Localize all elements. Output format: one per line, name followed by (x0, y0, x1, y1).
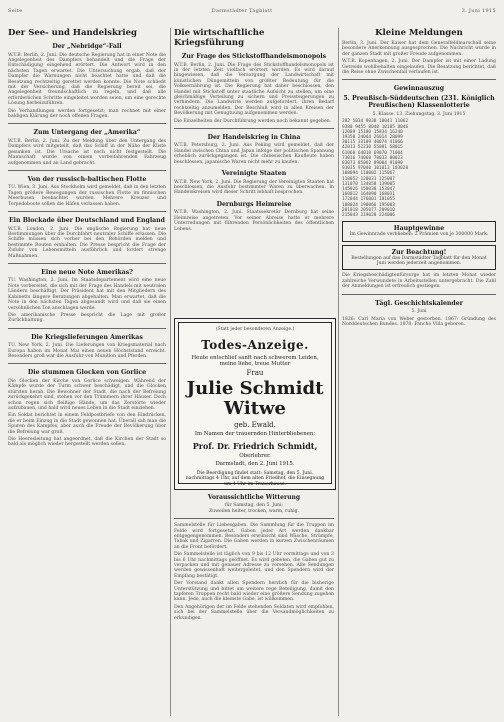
article-body: W.T.B. Berlin, 2. Juni. Die deutsche Regierung hat in einer Note die Angelegenheit des Dampfers behandelt und die Frage der Entschädigung eingehend erörtert. Die Antwort wird in den nächsten Tagen erwartet. Die Untersuchung ergab, daß der Dampfer die Warnungen nicht beachtet hatte und daß die Besatzung rechtzeitig gerettet werden konnte. Die Note schließt mit der Versicherung, daß die Regierung bereit sei, die Angelegenheit freundschaftlich zu regeln, und daß alle erforderlichen Schritte eingeleitet worden seien, um eine gerechte Lösung herbeizuführen. (8, 52, 166, 107)
lottery-row: 282 5034 9038 10041 11062 (342, 119, 409, 125)
lottery-row: 118052 120031 125007 (342, 176, 395, 182)
lottery-draw: 5. Klasse. 13. Ziehungstag. 3. Juni 1915 (372, 111, 466, 117)
lottery-row: 30115 33109 40074 41066 (342, 140, 403, 146)
notice-box-text: Bestellungen auf das Darmstädter Tagblatt für den Monat Juni werden jederzeit angenommen. (351, 255, 487, 267)
article-body: W.T.B. Berlin, 2. Juni. Zu der Meldung über den Untergang des Dampfers wird mitgeteilt, daß das Schiff in der Nähe der Küste gesunken ist. Die Ursache ist noch nicht festgestellt. Die Mannschaft wurde von einem vorbeifahrenden Fahrzeug aufgenommen und an Land gebracht. (8, 138, 166, 166)
article-body: Die Einzelheiten der Durchführung werden noch bekannt gegeben. (174, 118, 332, 124)
prize-box-text: Im Gewinnrade verblieben: 2 Prämien von je 300000 Mark. (349, 232, 489, 238)
lottery-row: 12089 15180 15834 16240 (342, 129, 403, 135)
article-body: TU. Washington, 2. Juni. Im Staatsdepartement wird eine neue Note vorbereitet, die sich mit der Frage des Handels mit neutralen Ländern beschäftigt. Der Präsident hat mit den Mitgliedern des Kabinetts längere Beratungen abgehalten. Man erwartet, daß die Note in den nächsten Tagen abgesandt wird und daß sie einen versöhnlichen Ton anschlagen werde. (8, 278, 166, 311)
article-title: Ein Blockade über Deutschland und England (8, 217, 166, 225)
article-body: 1826: Carl Maria von Weber gestorben. 1867: Gründung des Norddeutschen Bundes. 1878: Pancho Villa geboren. (342, 316, 496, 327)
article-title: Eine neue Note Amerikas? (41, 268, 133, 276)
notice-title: Todes-Anzeige. (201, 337, 309, 352)
divider (8, 263, 166, 264)
article-body: W.T.B. Washington, 2. Juni. Staatssekretär Dernburg hat seine Heimreise angetreten. Vor seiner Abreise hatte er mehrere Unterredungen mit führenden Persönlichkeiten des öffentlichen Lebens. (174, 210, 334, 232)
lottery-row: 188024 190066 195003 (342, 202, 395, 208)
notice-intro: Heute entschlief sanft nach schwerem Leiden, meine liebe, treue Mutter (191, 354, 319, 367)
column-left (8, 28, 166, 716)
weather-box (174, 494, 334, 623)
notice-box (342, 245, 496, 271)
lottery-title: Gewinnauszug (393, 85, 445, 93)
article-body: Die Kriegsbeschädigtenfürsorge hat im letzten Monat wieder zahlreiche Verwundete in Arbeitsstellen untergebracht. Die Zahl der Anmeldungen ist erfreulich gestiegen. (342, 273, 496, 290)
prize-box (342, 221, 496, 241)
article-body: TU. Wien, 3. Juni. Aus Stockholm wird gemeldet, daß in den letzten Tagen größere Bewegungen der russischen Flotte im finnischen Meerbusen beobachtet wurden. Mehrere Kreuzer und Torpedoboote sollen die Häfen verlassen haben. (8, 185, 166, 207)
article-body: Die Heeresleitung hat angeordnet, daß die Kirchen der Stadt so bald als möglich wieder hergestellt werden sollen. (8, 437, 166, 448)
masthead-left: Seite (8, 8, 23, 14)
column-divider (338, 28, 339, 716)
article-body: W.T.B. Berlin, 2. Juni. Die Frage des Stickstoffhandelsmonopols ist in der letzten Zeit vielfach erörtert worden. Es wird darauf hingewiesen, daß die Versorgung der Landwirtschaft mit künstlichen Düngemitteln von größter Bedeutung für die Volksernährung ist. Die Regierung hat daher beschlossen, den Handel mit Stickstoff unter staatliche Aufsicht zu stellen, um eine gleichmäßige Verteilung zu sichern und Preissteigerungen zu verhindern. Die Landwirte werden aufgefordert, ihren Bedarf rechtzeitig anzumelden. Der Beschluß wird in allen Kreisen der Bevölkerung mit Genugtuung aufgenommen werden. (174, 62, 334, 117)
section-heading: Der See- und Handelskrieg (8, 28, 137, 38)
divider (342, 294, 496, 295)
lottery-row: 201018 205077 209010 (342, 207, 395, 213)
article-body: Die Glocken der Kirche von Gorlice schweigen. Während der Kämpfe wurde der Turm schwer beschädigt, und die Glocken stürzten herab. Die Bewohner der Stadt, die nach der Befreiung zurückgekehrt sind, stehen vor den Trümmern ihrer Häuser. Doch schon regen sich fleißige Hände, um das Zerstörte wieder aufzubauen, und bald wird neues Leben in die Stadt einziehen. (8, 378, 166, 411)
article-body: Ein Soldat berichtet in einem Feldpostbriefe von den Eindrücken, die er beim Einzug in die Stadt gewonnen hat. Überall sah man die Spuren des Kampfes, aber auch die Freude der Bevölkerung über die Befreiung war groß. (8, 413, 166, 435)
article-title: Die Kriegslieferungen Amerikas (31, 333, 143, 341)
lottery-row: 19350 24044 26014 28099 (342, 134, 403, 140)
lottery-row: 9380 9455 8040 10105 8046 (342, 124, 409, 130)
notice-frau: Frau (246, 369, 264, 378)
notice-signer: Prof. Dr. Friedrich Schmidt, (192, 440, 318, 451)
notice-preface: (Statt jeder besonderen Anzeige.) (215, 327, 295, 332)
notice-burial: Die Beerdigung findet statt: Samstag, den 5. Juni, nachmittags 4 Uhr, auf dem alten Friedhof, die Einsegnung um 4 Uhr im Trauerhause. (185, 470, 325, 487)
section-heading: Die wirtschaftliche Kriegsführung (174, 28, 265, 48)
divider (8, 328, 166, 329)
lottery-row: 61060 64018 69070 71004 (342, 150, 403, 156)
lottery-row: 172044 176001 181055 (342, 197, 395, 203)
lottery-row: 83073 85062 89004 91090 (342, 160, 403, 166)
notice-name: Julie Schmidt Witwe (186, 378, 324, 420)
column-right (342, 28, 496, 716)
article-body: Berlin, 3. Juni. Der Kaiser hat dem Generalfeldmarschall seine besondere Anerkennung ausgesprochen. Die Nachricht wurde in der ganzen Stadt mit großer Freude aufgenommen. (342, 41, 496, 57)
weather-title: Voraussichtliche Witterung (207, 494, 301, 501)
lottery-row: 160012 164090 168031 (342, 192, 395, 198)
lottery-row: 215043 219028 224006 (342, 213, 395, 218)
article-title: Von der russisch-baltischen Flotte (27, 175, 147, 183)
notice-born: geb. Ewald. (234, 421, 276, 430)
article-body: Den Angehörigen der im Felde stehenden Soldaten wird empfohlen, sich bei der Sammelstelle über die Versandmöglichkeiten zu erkundigen. (174, 604, 334, 621)
lottery-numbers (342, 119, 496, 218)
lottery-row: 131070 134058 139005 (342, 181, 395, 187)
lottery-row: 93035 97040 101013 103028 (342, 166, 409, 172)
lottery-row: 108094 110002 115067 (342, 171, 395, 177)
lottery-subtitle: 5. Preußisch-Süddeutschen (231. Königlich Preußischen) Klassenlotterie (343, 94, 495, 110)
notice-box-title: Zur Beachtung! (391, 248, 447, 256)
weather-text: Zuweilen heiter, trocken, warm, ruhig. (208, 508, 300, 514)
divider (8, 170, 166, 171)
article-body: TU. New York, 2. Juni. Die Lieferungen von Kriegsmaterial nach Europa haben im Monat Mai einen neuen Höchststand erreicht. Besonders groß war die Ausfuhr von Munition und Pferden. (8, 343, 166, 360)
article-body: Die Sammelstelle ist täglich von 9 bis 12 Uhr vormittags und von 3 bis 6 Uhr nachmittags geöffnet. Es wird gebeten, die Gaben gut zu verpacken und mit genauer Adresse zu versehen. Alle Sendungen werden gewissenhaft weitergeleitet, und den Spendern wird der Empfang bestätigt. (174, 552, 334, 579)
article-body: W.T.B. London, 2. Juni. Die englische Regierung hat neue Bestimmungen über die Durchfahrt neutraler Schiffe erlassen. Die Schiffe müssen sich vorher bei den Behörden melden und bestimmte Routen einhalten. Die Presse bespricht die Frage der Zufuhr von Lebensmitteln ausführlich und fordert strenge Maßnahmen. (8, 226, 166, 259)
section-heading: Kleine Meldungen (375, 28, 463, 38)
divider (8, 123, 166, 124)
masthead-line (8, 8, 496, 14)
notice-place: Darmstadt, den 2. Juni 1915. (215, 461, 295, 468)
article-body: W.T.B. Kopenhagen, 2. Juni. Der Dampfer ist mit einer Ladung Getreide wohlbehalten eingelaufen. Die Besatzung berichtet, daß die Reise ohne Zwischenfall verlaufen ist. (342, 59, 496, 76)
article-body: Die amerikanische Presse bespricht die Lage mit großer Zurückhaltung. (8, 312, 166, 324)
article-body: Der Vorstand dankt allen Spendern herzlich für die bisherige Unterstützung und bittet um weitere rege Beteiligung, damit den tapferen Truppen recht bald wieder eine größere Sendung zugehen kann. Jede, auch die kleinste Gabe, ist willkommen. (174, 581, 334, 603)
divider (8, 363, 166, 364)
weather-line: für Samstag, den 5. Juni: (224, 503, 284, 508)
article-title: Die stummen Glocken von Gorlice (27, 369, 147, 377)
column-divider (170, 28, 171, 716)
calendar-date: 5. Juni (411, 309, 427, 315)
divider (8, 211, 166, 212)
divider (342, 79, 496, 80)
masthead-right: 3. Juni 1915 (461, 8, 496, 14)
article-title: Der „Nebridge“-Fall (52, 43, 122, 50)
lottery-row: 145026 150038 153047 (342, 186, 395, 192)
masthead-center: Darmstädter Tagblatt (211, 8, 273, 14)
divider (174, 128, 334, 129)
notice-signer-role: Oberlehrer. (239, 452, 271, 459)
article-title: Der Handelskrieg in China (207, 133, 301, 141)
calendar-title: Tägl. Geschichtskalender (375, 299, 463, 307)
article-body: W.T.B. New York, 2. Juni. Die Regierung der Vereinigten Staaten hat beschlossen, die Ausfuhr bestimmter Waren zu überwachen. In Handelskreisen wird dieser Schritt lebhaft besprochen. (174, 179, 334, 196)
article-title: Dernburgs Heimreise (216, 200, 292, 208)
prize-box-title: Hauptgewinne (393, 225, 445, 233)
article-title: Zur Frage des Stickstoffhandelsmonopols (181, 53, 327, 60)
lottery-row: 73016 74068 78033 80023 (342, 155, 403, 161)
article-body: Die Verhandlungen werden fortgesetzt; man rechnet mit einer baldigen Klärung der noch offenen Fragen. (8, 108, 166, 119)
article-title: Vereinigte Staaten (221, 170, 287, 178)
article-body: Sammelstelle für Liebesgaben. Die Sammlung für die Truppen im Felde wird fortgesetzt. Gaben jeder Art werden dankbar entgegengenommen. Besonders erwünscht sind Wäsche, Strümpfe, Tabak und Zigarren. Die Gaben werden in kurzen Zwischenräumen an die Front befördert. (174, 523, 334, 550)
article-body: W.T.B. Petersburg, 2. Juni. Aus Peking wird gemeldet, daß der Handel zwischen China und Japan infolge der politischen Spannung erheblich zurückgegangen ist. Die chinesischen Kaufleute haben beschlossen, japanische Waren nicht mehr zu kaufen. (174, 143, 334, 165)
article-title: Zum Untergang der „Amerika“ (33, 129, 141, 137)
notice-inname: Im Namen der trauernden Hinterbliebenen: (194, 431, 316, 438)
death-notice (174, 318, 336, 490)
divider (174, 518, 334, 519)
lottery-row: 42013 52230 55081 58015 (342, 145, 403, 151)
